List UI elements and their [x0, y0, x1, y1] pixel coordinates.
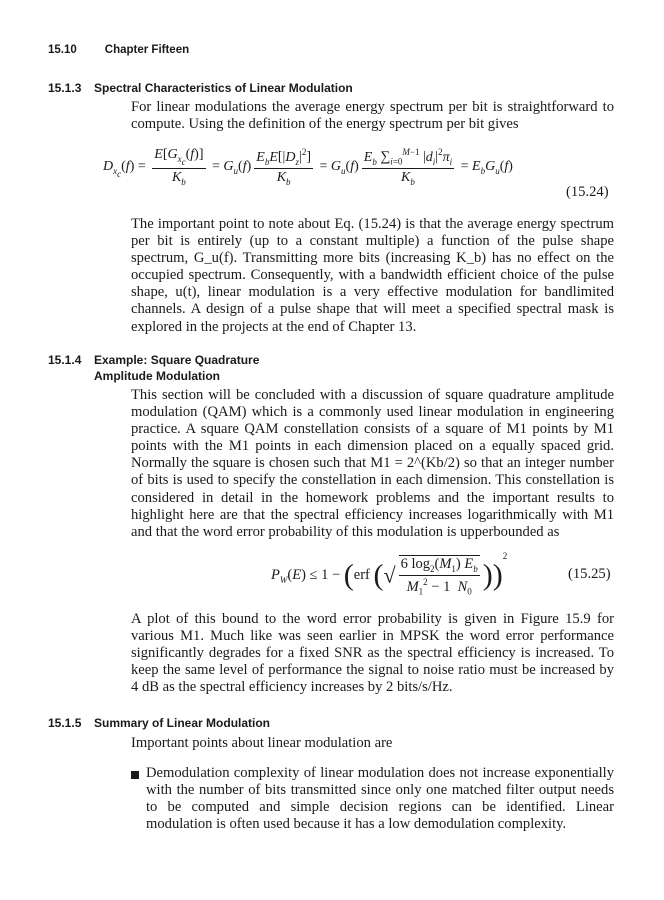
equation-15-24: $D_{x_c}(f)$ = $\frac{E[G_{x_c}(f)]}{K_b}$ = $G_u(f)$ $\frac{E_bE[|D_z|^2]}{K_b}$ = $G_u(f)$ $\frac{E_b \sum_{i=0}^{M-1} |d_i|^2\pi_i}{K_b}$ = $E_bG_u(f)$ [103, 147, 513, 187]
running-head [48, 44, 189, 56]
bullet-item: Demodulation complexity of linear modulation does not increase exponentially with the number of bits transmitted since only one matched filter output needs to be computed and simple decision regions can be identified. Linear modulation is often used because it has a low demodulation complexity. [146, 765, 614, 833]
section-heading: Spectral Characteristics of Linear Modulation [94, 81, 353, 95]
section-number: 15.1.3 [48, 81, 82, 95]
paragraph: A plot of this bound to the word error probability is given in Figure 15.9 for various M1. Much like was seen earlier in MPSK the word error performance significantly degrades for a fixed SNR as the spectral efficiency is increased. To keep the same level of performance the signal to noise ratio must be increased by 4 dB as the spectral efficiency increases by 2 bits/s/Hz. [131, 611, 614, 696]
paragraph: For linear modulations the average energy spectrum per bit is straightforward to compute. Using the definition of the energy spectrum per bit gives [131, 99, 614, 133]
section-number: 15.1.4 [48, 353, 82, 367]
section-number: 15.1.5 [48, 716, 82, 730]
section-heading-line: Example: Square Quadrature [94, 353, 260, 367]
section-heading-line: Amplitude Modulation [94, 369, 220, 383]
bullet-icon [131, 771, 139, 779]
equation-number: (15.24) [566, 184, 609, 200]
page-number: 15.10 [48, 44, 77, 56]
section-heading: Summary of Linear Modulation [94, 716, 271, 730]
paragraph: Important points about linear modulation are [131, 735, 393, 751]
equation-number: (15.25) [568, 566, 611, 582]
paragraph: This section will be concluded with a discussion of square quadrature amplitude modulation (QAM) which is a commonly used linear modulation in engineering practice. A square QAM constellation consists of a square of M1 points by M1 points with the M1 points in each dimension placed on a equally spaced grid. Normally the square is chosen such that M1 = 2^(Kb/2) so that an integer number of bits is used to specify the constellation in each dimension. This constellation is considered in detail in the homework problems and the important results to highlight here are that the spectral efficiency increases logarithmically with M1 and that the word error probability of this modulation is upperbounded as [131, 387, 614, 540]
section-heading [94, 352, 259, 384]
equation-15-25: $P_W(E) \le 1 - (erf$ (√ $\frac{6 \log_2(M_1) E_b}{M_1^2 - 1 N_0}$ ))$^2$ [271, 551, 508, 597]
chapter-title: Chapter Fifteen [104, 44, 190, 56]
paragraph: The important point to note about Eq. (15.24) is that the average energy spectrum per bit is entirely (up to a constant multiple) a function of the pulse shape spectrum, G_u(f). Transmitting more bits (increasing K_b) has no effect on the occupied spectrum. Consequently, with a bandwidth efficient choice of the pulse shape, u(t), linear modulation is a very effective modulation for bandlimited channels. A design of a pulse shape that will meet a specified spectral mask is explored in the projects at the end of Chapter 13. [131, 216, 614, 335]
